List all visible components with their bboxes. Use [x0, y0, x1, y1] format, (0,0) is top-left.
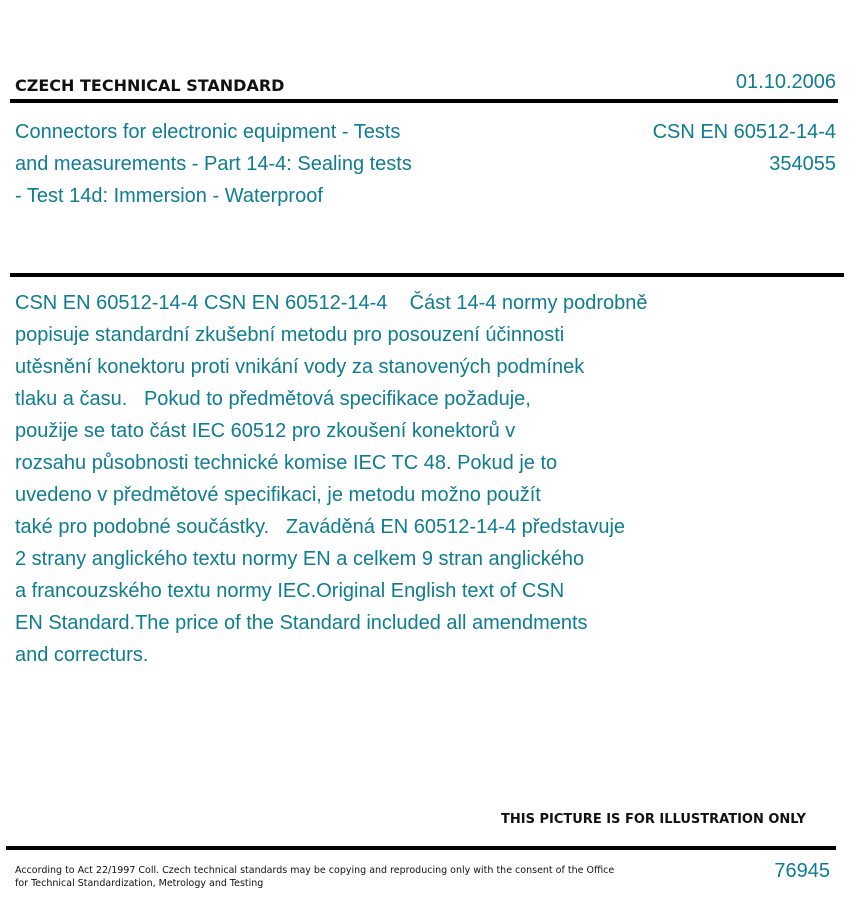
legal-footnote: [15, 864, 614, 890]
header-label: CZECH TECHNICAL STANDARD: [15, 76, 285, 95]
abstract-line: and correcturs.: [15, 644, 149, 666]
top-rule: [10, 99, 838, 103]
abstract-line: rozsahu působnosti technické komise IEC TC 48. Pokud je to: [15, 452, 558, 474]
footnote-line: for Technical Standardization, Metrology and Testing: [15, 878, 264, 889]
title-line: Connectors for electronic equipment - Tests: [15, 121, 401, 143]
bottom-rule: [6, 846, 836, 850]
abstract-line: CSN EN 60512-14-4 CSN EN 60512-14-4 Část 14-4 normy podrobně: [15, 292, 648, 314]
abstract-line: tlaku a času. Pokud to předmětová specifikace požaduje,: [15, 388, 531, 410]
abstract-line: EN Standard.The price of the Standard included all amendments: [15, 612, 588, 634]
middle-rule: [10, 273, 844, 277]
abstract-line: také pro podobné součástky. Zaváděná EN 60512-14-4 představuje: [15, 516, 626, 538]
title-line: - Test 14d: Immersion - Waterproof: [15, 185, 323, 207]
abstract-line: uvedeno v předmětové specifikaci, je metodu možno použít: [15, 484, 541, 506]
footnote-line: According to Act 22/1997 Coll. Czech technical standards may be copying and reproducing only with the consent of the Office: [15, 865, 615, 876]
abstract-line: 2 strany anglického textu normy EN a celkem 9 stran anglického: [15, 548, 585, 570]
title-line: and measurements - Part 14-4: Sealing tests: [15, 153, 412, 175]
class-number: 354055: [769, 153, 836, 175]
standard-code-block: [653, 116, 836, 180]
abstract-line: a francouzského textu normy IEC.Original English text of CSN: [15, 580, 565, 602]
abstract-line: popisuje standardní zkušební metodu pro posouzení účinnosti: [15, 324, 565, 346]
standard-code: CSN EN 60512-14-4: [652, 121, 836, 143]
illustration-notice: THIS PICTURE IS FOR ILLUSTRATION ONLY: [501, 812, 806, 827]
abstract-line: použije se tato část IEC 60512 pro zkoušení konektorů v: [15, 420, 516, 442]
document-number: 76945: [774, 860, 830, 882]
abstract-line: utěsnění konektoru proti vnikání vody za stanovených podmínek: [15, 356, 585, 378]
header-date: 01.10.2006: [735, 71, 836, 93]
standard-title: [15, 116, 485, 212]
abstract-text: [15, 287, 705, 671]
